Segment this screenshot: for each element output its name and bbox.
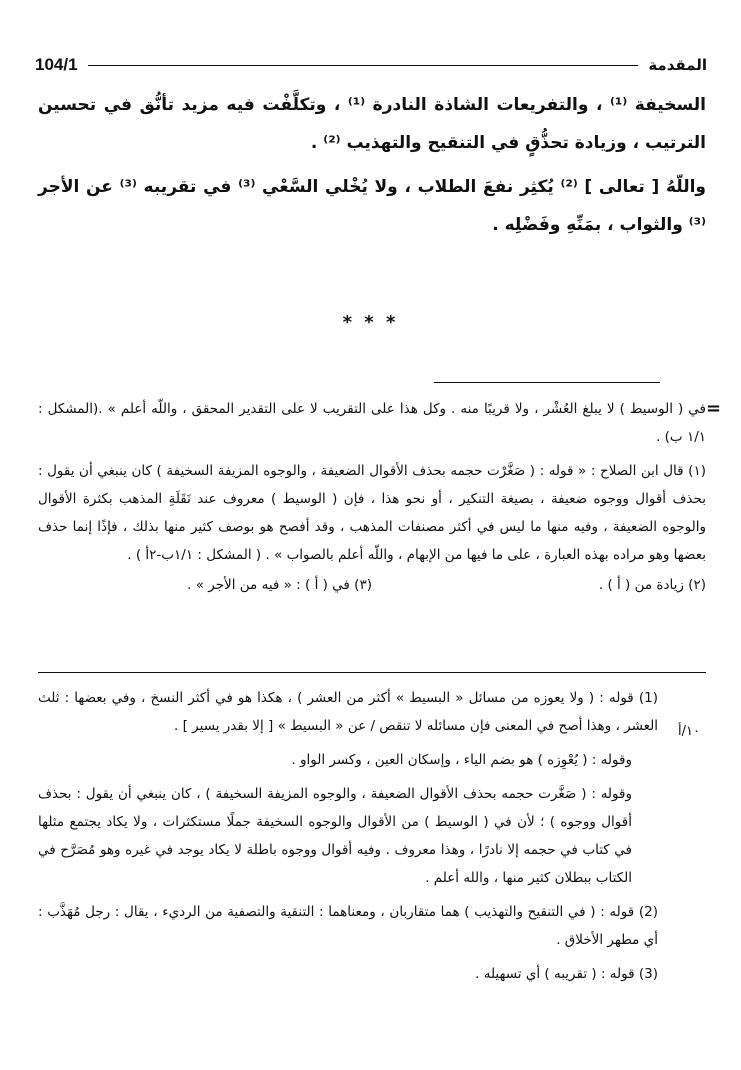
main-paragraph-2: واللّهُ [ تعالى ] ⁽²⁾ يُكثِر نفعَ الطلاب ، ولا يُخْلي السَّعْي ⁽³⁾ في تقريبه ⁽³⁾ عن الأجر ⁽³⁾ والثواب ، بمَنِّهِ وفَضْلِه . (38, 177, 706, 235)
commentary-rule (38, 672, 706, 673)
footnote-3: (٣) في ( أ ) : « فيه من الأجر » . (187, 577, 372, 593)
main-paragraph-1: السخيفة ⁽¹⁾ ، والتفريعات الشاذة النادرة ⁽¹⁾ ، وتكلَّفْت فيه مزيد تأنُّق في تحسين الترتيب ، وزيادة تحذُّقٍ في التنقيح والتهذيب ⁽²⁾ . (38, 95, 707, 153)
page-folio: 104/1 (35, 55, 78, 74)
commentary-notes (38, 684, 658, 988)
footnote-row (38, 571, 706, 599)
footnote-continuation: في ( الوسيط ) لا يبلغ العُشْر ، ولا قريبًا منه . وكل هذا على التقريب لا على التقدير المحقق ، واللّه أعلم » .(المشكل : ١/١ ب) . (38, 401, 706, 445)
footnote-1: (١) قال ابن الصلاح : « قوله : ( صَغَّرْت حجمه بحذف الأقوال الضعيفة ، والوجوه المزيفة السخيفة ) كان ينبغي أن يقول : بحذف أقوال ووجوه ضعيفة ، بصيغة التنكير ، أو نحو هذا ، فإن ( الوسيط ) معروف عند نَقَلَةِ المذهب بكثرة الأقوال والوجوه الضعيفة ، وفيه منها ما ليس في أكثر مصنفات المذهب ، وقد أفصح هو بوصف كثير منها بذلك ، فإذًا إنما حذف بعضها وهو مراده بهذه العبارة ، على ما فيها من الإبهام ، واللّه أعلم بالصواب » . ( المشكل : ١/١ب-٢أ ) . (38, 463, 706, 563)
header-rule (88, 65, 639, 66)
footnote-rule (434, 382, 660, 383)
running-header (35, 52, 707, 78)
note-1c: وقوله : ( صَغَّرت حجمه بحذف الأقوال الضعيفة ، والوجوه المزيفة السخيفة ) ، كان ينبغي أن يقول : بحذف أقوال ووجوه ) ؛ لأن في ( الوسيط ) من الأقوال والوجوه السخيفة جملًا مستكثرات ، ولا يكاد يجتمع مثلها في كتاب في حجمه إلا نادرًا ، وهذا معروف . وفيه أقوال ووجوه باطلة لا يكاد يوجد في غيره وهو مُصَرَّح في الكتاب ببطلان كثير منها ، والله أعلم . (38, 786, 632, 886)
editor-footnotes (38, 395, 706, 599)
main-text (38, 86, 706, 244)
footnote-2: (٢) زيادة من ( أ ) . (598, 577, 706, 593)
section-separator: * * * (342, 312, 399, 333)
note-3: (3) قوله : ( تقريبه ) أي تسهيله . (475, 966, 658, 982)
margin-reference: ١٠/أ (678, 724, 700, 739)
note-2: (2) قوله : ( في التنقيح والتهذيب ) هما متقاربان ، ومعناهما : التنقية والتصفية من الرديء ، يقال : رجل مُهَذَّب : أي مطهر الأخلاق . (38, 904, 658, 948)
note-1a: (1) قوله : ( ولا يعوزه من مسائل « البسيط » أكثر من العشر ) ، هكذا هو في أكثر النسخ ، وفي بعضها : ثلث العشر ، وهذا أصح في المعنى فإن مسائله لا تنقص / عن « البسيط » [ إلا بقدر يسير ] . (38, 690, 658, 734)
chapter-title: المقدمة (648, 56, 707, 74)
note-1b: وقوله : ( يُعْوِزه ) هو بضم الياء ، وإسكان العين ، وكسر الواو . (291, 752, 632, 768)
continuation-mark: = (706, 398, 722, 419)
